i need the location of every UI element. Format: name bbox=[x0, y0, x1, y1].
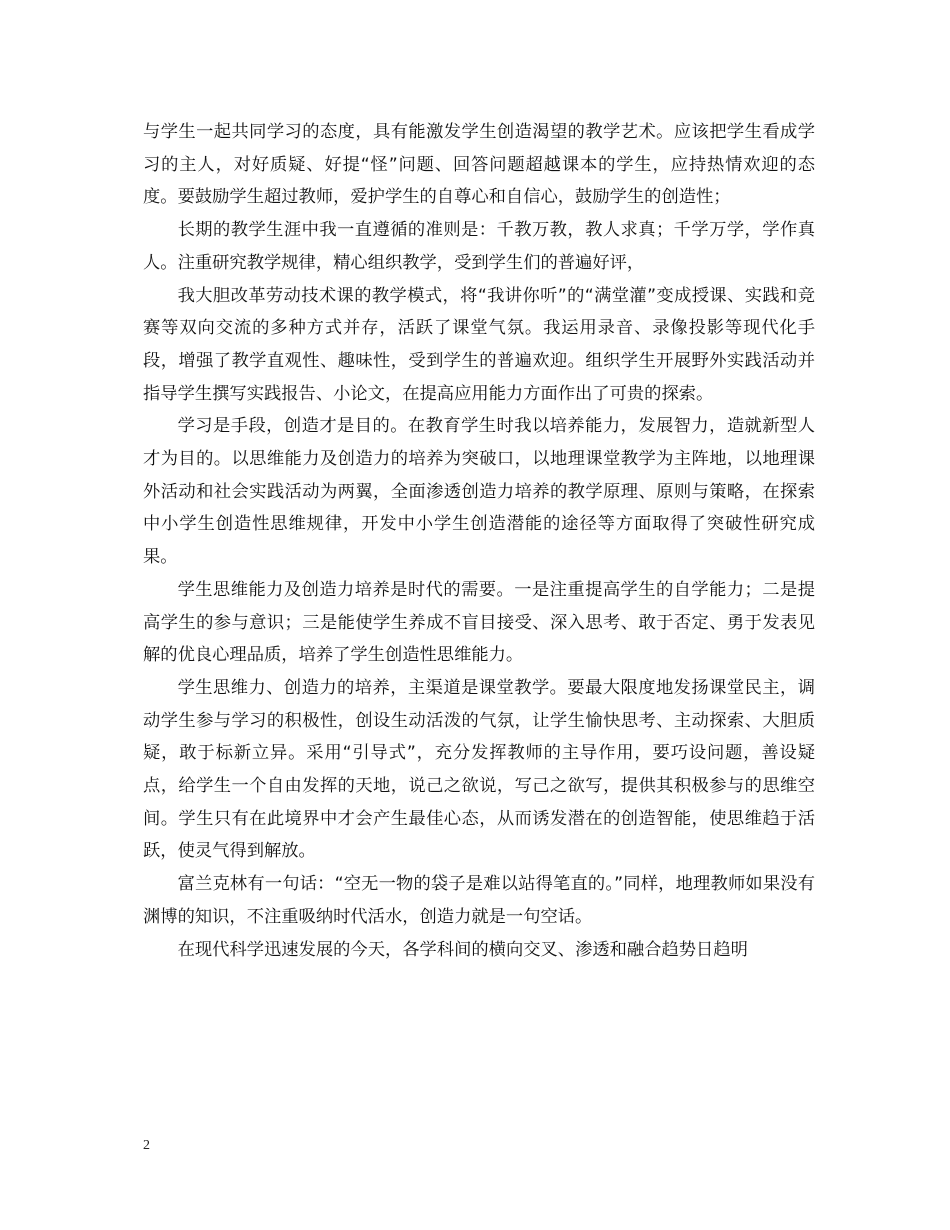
paragraph-1: 与学生一起共同学习的态度，具有能激发学生创造渴望的教学艺术。应该把学生看成学习的主人，对好质疑、好提“怪”问题、回答问题超越课本的学生，应持热情欢迎的态度。要鼓励学生超过教师，爱护学生的自尊心和自信心，鼓励学生的创造性； bbox=[143, 122, 815, 208]
paragraph-6: 学生思维力、创造力的培养，主渠道是课堂教学。要最大限度地发扬课堂民主，调动学生参与学习的积极性，创设生动活泼的气氛，让学生愉快思考、主动探索、大胆质疑，敢于标新立异。采用“引导式”，充分发挥教师的主导作用，要巧设问题，善设疑点，给学生一个自由发挥的天地，说己之欲说，写己之欲写，提供其积极参与的思维空间。学生只有在此境界中才会产生最佳心态，从而诱发潜在的创造智能，使思维趋于活跃，使灵气得到解放。 bbox=[143, 677, 815, 862]
paragraph-3: 我大胆改革劳动技术课的教学模式，将“我讲你听”的“满堂灌”变成授课、实践和竞赛等双向交流的多种方式并存，活跃了课堂气氛。我运用录音、录像投影等现代化手段，增强了教学直观性、趣味性，受到学生的普遍欢迎。组织学生开展野外实践活动并指导学生撰写实践报告、小论文，在提高应用能力方面作出了可贵的探索。 bbox=[143, 285, 815, 404]
paragraph-7: 富兰克林有一句话：“空无一物的袋子是难以站得笔直的。”同样，地理教师如果没有渊博的知识，不注重吸纳时代活水，创造力就是一句空话。 bbox=[143, 874, 815, 927]
paragraph-8: 在现代科学迅速发展的今天，各学科间的横向交叉、渗透和融合趋势日趋明 bbox=[177, 939, 748, 960]
document-body bbox=[143, 116, 815, 966]
paragraph-4: 学习是手段，创造才是目的。在教育学生时我以培养能力，发展智力，造就新型人才为目的。以思维能力及创造力的培养为突破口，以地理课堂教学为主阵地，以地理课外活动和社会实践活动为两翼，全面渗透创造力培养的教学原理、原则与策略，在探索中小学生创造性思维规律，开发中小学生创造潜能的途径等方面取得了突破性研究成果。 bbox=[143, 416, 815, 568]
page-number: 2 bbox=[143, 1138, 150, 1153]
paragraph-5: 学生思维能力及创造力培养是时代的需要。一是注重提高学生的自学能力；二是提高学生的参与意识；三是能使学生养成不盲目接受、深入思考、敢于否定、勇于发表见解的优良心理品质，培养了学生创造性思维能力。 bbox=[143, 579, 815, 666]
paragraph-2: 长期的教学生涯中我一直遵循的准则是：千教万教，教人求真；千学万学，学作真人。注重研究教学规律，精心组织教学，受到学生们的普遍好评， bbox=[143, 220, 815, 273]
